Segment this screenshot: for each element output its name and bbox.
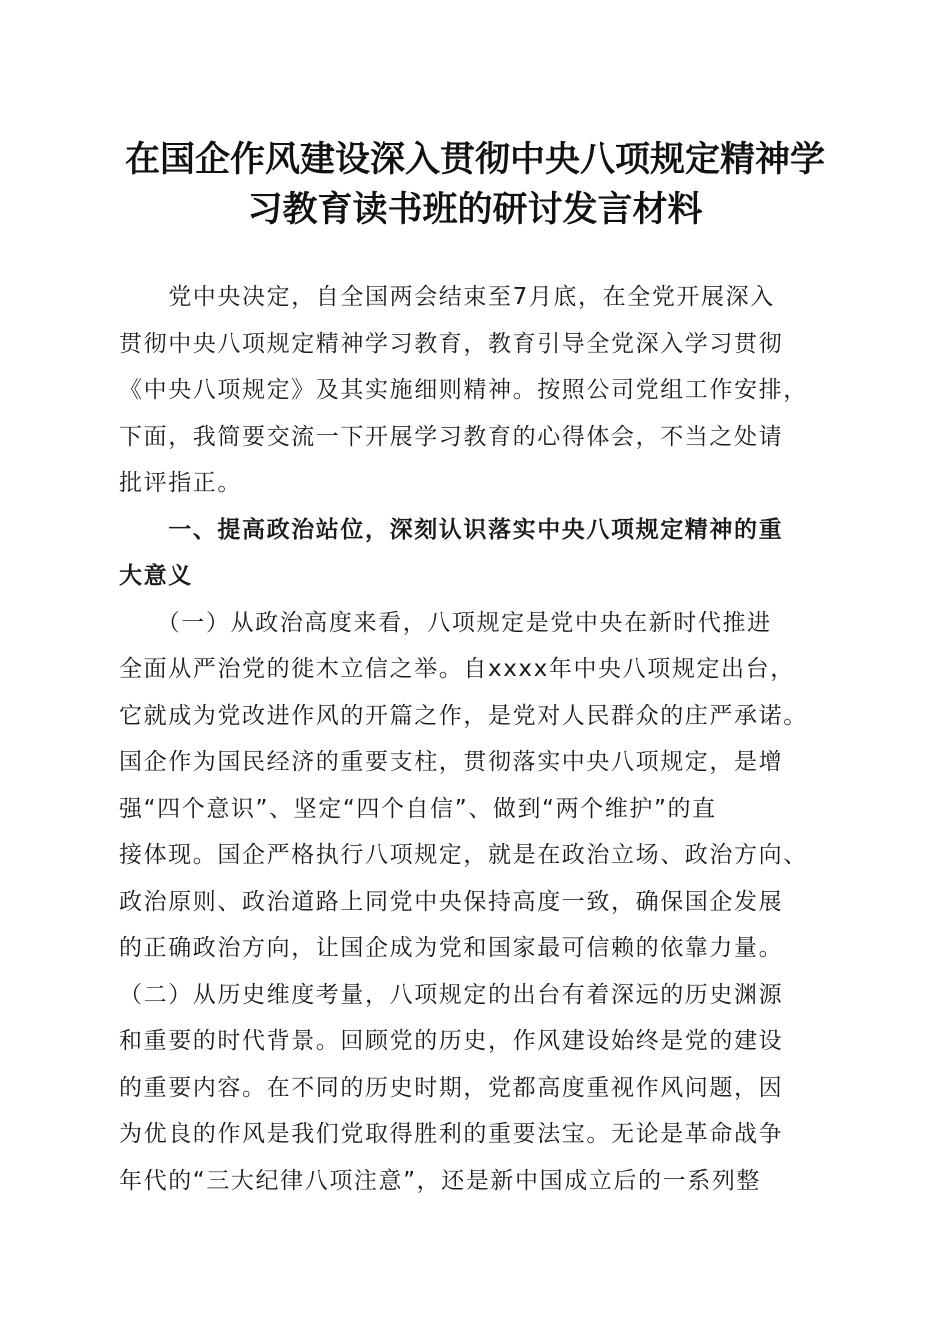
text-line: 贯彻中央八项规定精神学习教育，教育引导全党深入学习贯彻 bbox=[119, 330, 784, 357]
text-line: 《中央八项规定》及其实施细则精神。按照公司党组工作安排， bbox=[119, 377, 808, 403]
text-line: 批评指正。 bbox=[119, 470, 242, 496]
document-body bbox=[119, 274, 834, 1204]
text-line: 强“四个意识”、坚定“四个自信”、做到“两个维护”的直 bbox=[119, 795, 717, 822]
subsection-paragraph-2 bbox=[119, 972, 834, 1205]
text-line: （一）从政治高度来看，八项规定是党中央在新时代推进 bbox=[119, 609, 772, 636]
text-line: 国企作为国民经济的重要支柱，贯彻落实中央八项规定，是增 bbox=[119, 749, 784, 775]
title-line: 在国企作风建设深入贯彻中央八项规定精神学 bbox=[124, 139, 825, 180]
text-line: 全面从严治党的徙木立信之举。自xxxx年中央八项规定出台， bbox=[119, 656, 795, 682]
text-line: （二）从历史维度考量，八项规定的出台有着深远的历史渊源 bbox=[119, 981, 784, 1008]
text-line: 它就成为党改进作风的开篇之作，是党对人民群众的庄严承诺。 bbox=[119, 702, 808, 729]
text-line: 政治原则、政治道路上同党中央保持高度一致，确保国企发展 bbox=[119, 888, 784, 915]
title-line: 习教育读书班的研讨发言材料 bbox=[247, 189, 703, 230]
text-line: 党中央决定，自全国两会结束至7月底，在全党开展深入 bbox=[119, 284, 775, 310]
document-title bbox=[90, 135, 860, 235]
subsection-paragraph-1 bbox=[119, 600, 834, 972]
text-line: 和重要的时代背景。回顾党的历史，作风建设始终是党的建设 bbox=[119, 1028, 784, 1054]
intro-paragraph bbox=[119, 274, 834, 507]
heading-line: 一、提高政治站位，深刻认识落实中央八项规定精神的重 bbox=[119, 516, 784, 543]
text-line: 下面，我简要交流一下开展学习教育的心得体会，不当之处请 bbox=[119, 423, 784, 450]
text-line: 接体现。国企严格执行八项规定，就是在政治立场、政治方向、 bbox=[119, 842, 808, 868]
text-line: 年代的“三大纪律八项注意”，还是新中国成立后的一系列整 bbox=[119, 1167, 762, 1194]
section-heading-1 bbox=[119, 507, 834, 600]
heading-line: 大意义 bbox=[119, 563, 193, 589]
text-line: 的重要内容。在不同的历史时期，党都高度重视作风问题，因 bbox=[119, 1074, 784, 1101]
text-line: 为优良的作风是我们党取得胜利的重要法宝。无论是革命战争 bbox=[119, 1121, 784, 1147]
text-line: 的正确政治方向，让国企成为党和国家最可信赖的依靠力量。 bbox=[119, 935, 784, 961]
